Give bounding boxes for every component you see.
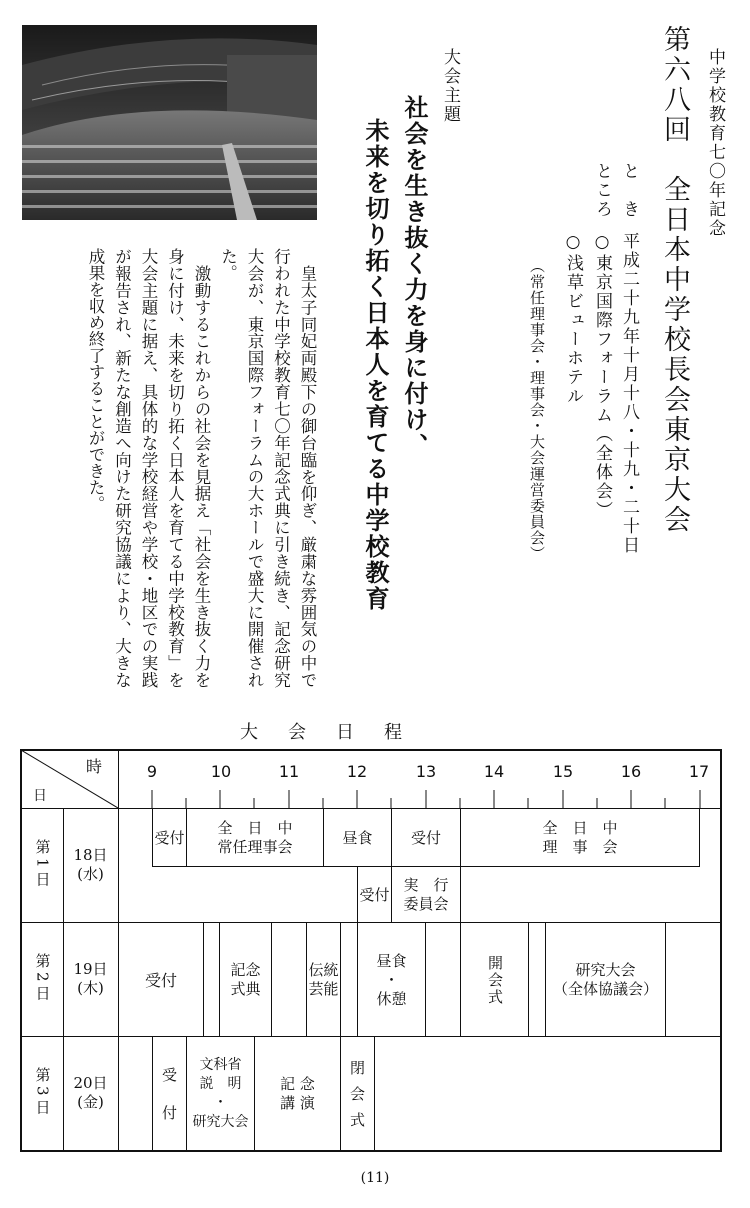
d1-standing-committee: 全 日 中 常任理事会 — [217, 819, 293, 856]
hour-10: 10 — [210, 762, 232, 781]
d2-ceremony: 記念 式典 — [230, 961, 261, 998]
hour-16: 16 — [620, 762, 642, 781]
d1-executive-committee: 実 行 委員会 — [403, 876, 449, 913]
d2-lunch-break: 昼食 ・ 休憩 — [376, 951, 407, 1008]
d1-reception-2: 受付 — [410, 828, 441, 847]
report-paragraph-2: 激動するこれからの社会を見据え「社会を生き抜く力を身に付け、未来を切り拓く日本人を育てる中学校教育」を大会主題に据え、具体的な学校経営や学校・地区での実践が報告され、新たな創造へ向けた研究協議により、大きな成果を収め終了することができた。 — [86, 248, 211, 689]
hour-11: 11 — [278, 762, 300, 781]
day-2-label: 第2日 — [33, 953, 52, 1005]
corner-day-label: 日 — [33, 787, 47, 804]
toki-value: 平成二十九年十月十八・十九・二十日 — [619, 232, 639, 555]
schedule-title: 大会日程 — [240, 722, 432, 743]
concert-hall-photo — [22, 25, 317, 220]
theme-label: 大会主題 — [440, 48, 460, 124]
d1-reception-3: 受付 — [359, 885, 390, 904]
d3-memorial-lecture: 記 念 講 演 — [280, 1075, 315, 1112]
hour-9: 9 — [146, 762, 158, 781]
report-text — [20, 248, 320, 688]
d3-reception: 受 付 — [161, 1065, 177, 1122]
d3-mext-briefing: 文科省 説 明 ・ 研究大会 — [192, 1057, 249, 1130]
theme-line-2: 未来を切り拓く日本人を育てる中学校教育 — [361, 118, 389, 612]
event-title: 第六八回 全日本中学校長会東京大会 — [659, 25, 690, 535]
report-paragraph-1: 皇太子同妃両殿下の御台臨を仰ぎ、厳粛な雰囲気の中で行われた中学校教育七〇年記念式典に引き続き、記念研究大会が、東京国際フォーラムの大ホールで盛大に開催された。 — [218, 248, 317, 689]
hour-15: 15 — [552, 762, 574, 781]
day-3-date: 20日(金) — [73, 1074, 108, 1111]
day-3-label: 第3日 — [33, 1067, 52, 1119]
hour-14: 14 — [483, 762, 505, 781]
d2-traditional-arts: 伝統 芸能 — [308, 961, 339, 998]
hall-image — [22, 25, 317, 220]
day-1-date: 18日(水) — [73, 846, 108, 883]
d1-reception: 受付 — [154, 828, 185, 847]
tokoro-label: ところ — [592, 162, 612, 219]
anniversary-label: 中学校教育七〇年記念 — [705, 48, 725, 238]
venue-2: ○浅草ビューホテル — [563, 232, 583, 406]
toki-label: と き — [619, 162, 639, 219]
corner-time-label: 時 — [85, 756, 102, 776]
hour-12: 12 — [346, 762, 368, 781]
hour-17: 17 — [688, 762, 710, 781]
d2-research-conference: 研究大会 （全体協議会） — [552, 961, 658, 998]
d2-reception: 受付 — [144, 970, 177, 990]
venue-2-note: （常任理事会・理事会・大会運営委員会） — [528, 258, 546, 562]
d2-opening: 開会式 — [486, 954, 504, 1006]
day-2-date: 19日(木) — [73, 960, 108, 997]
theme-line-1: 社会を生き抜く力を身に付け、 — [400, 95, 428, 459]
venue-1: ○東京国際フォーラム（全体会） — [592, 232, 612, 520]
hour-ticks — [119, 790, 720, 809]
d3-closing: 閉 会 式 — [349, 1059, 365, 1129]
day-1-label: 第1日 — [33, 839, 52, 891]
page-number: (11) — [360, 1170, 390, 1186]
hour-13: 13 — [415, 762, 437, 781]
d1-lunch: 昼食 — [342, 828, 373, 847]
d1-board-meeting: 全 日 中 理 事 会 — [542, 819, 618, 856]
